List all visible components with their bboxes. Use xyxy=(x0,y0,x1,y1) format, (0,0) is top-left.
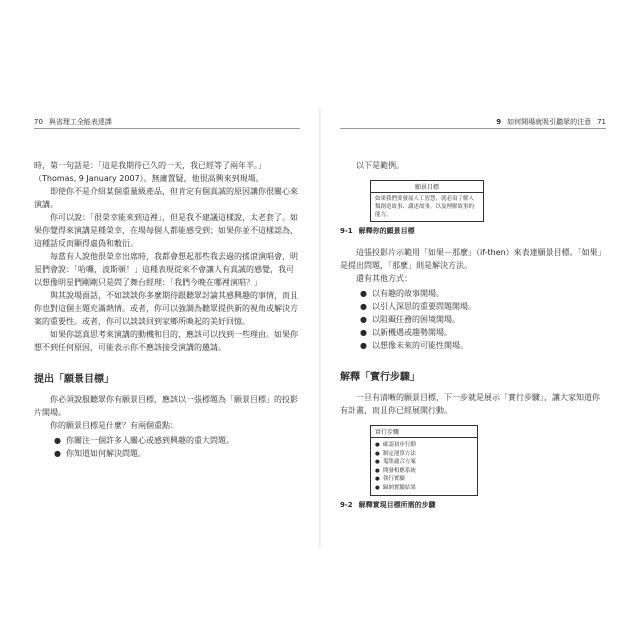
bullet-icon: ● xyxy=(360,328,367,337)
paragraph: 你可以說：「很榮幸能來到這裡」，但是我不建議這樣說，太老套了。如果你覺得來演講是種榮幸，在場每個人都能感受到；如果你並不這樣認為，這種話反而顯得虛偽和敷衍。 xyxy=(34,213,298,248)
figure-vision-slide xyxy=(370,180,484,222)
list-item xyxy=(375,475,473,484)
bullet-icon: ● xyxy=(360,289,367,298)
paragraph: 還有其他方式： xyxy=(356,274,412,283)
paragraph: 你的願景目標是什麼？有兩個重點： xyxy=(50,421,178,430)
caption-number: 9-1 xyxy=(340,227,353,235)
chapter-number: 9 xyxy=(496,118,502,126)
list-item-text: 制定運算方法 xyxy=(382,450,416,457)
bullet-icon: ● xyxy=(375,467,380,474)
bullet-icon: ● xyxy=(360,341,367,350)
list-item xyxy=(54,434,300,447)
right-running-head: 如何開場就吸引聽眾的注意 xyxy=(507,118,592,126)
list-item-text: 歸納實驗結果 xyxy=(382,484,416,491)
paragraph: 時，第一句話是：「這是我期待已久的一天，我已經等了兩年半。」（Thomas, 9 January 2007）。無庸置疑，他很高興來到現場。 xyxy=(34,161,266,183)
figure-caption xyxy=(340,500,606,510)
paragraph: 以下是範例。 xyxy=(356,161,404,170)
book-gutter xyxy=(319,108,321,548)
left-page-number: 70 xyxy=(34,118,43,126)
list-item-text: 以阻礙任務的困境開場。 xyxy=(372,315,460,324)
figure-body: 如果我們要發展人工智慧，就必須了解人類創造故事、講述故事，以及理解故事的能力。 xyxy=(375,196,475,218)
bullet-icon: ● xyxy=(375,476,380,482)
figure-caption xyxy=(340,226,606,236)
list-item xyxy=(360,300,606,313)
right-running-header xyxy=(340,116,606,129)
caption-text: 解釋實現目標所需的步驟 xyxy=(358,501,436,509)
left-page xyxy=(34,116,300,460)
paragraph: 你必須說服聽眾你有願景目標，應該以一張標題為「願景目標」的投影片開場。 xyxy=(34,395,298,417)
list-item-text: 以有趣的故事開場。 xyxy=(372,289,444,298)
figure-title: 願景目標 xyxy=(371,181,483,193)
list-item xyxy=(360,287,606,300)
list-item xyxy=(375,441,473,450)
paragraph: 這張投影片示範用「如果－那麼」（if-then）來表達願景目標。「如果」是提出問題，「那麼」則是解決方法。 xyxy=(340,248,606,270)
list-item-text: 以引人深思的重要問題開場。 xyxy=(372,302,476,311)
list-item-text: 以想像未來的可能性開場。 xyxy=(372,341,468,350)
list-item xyxy=(360,313,606,326)
bullet-icon: ● xyxy=(375,459,380,465)
paragraph: 一旦有清晰的願景目標，下一步就是展示「實行步驟」，讓大家知道你有計畫，而且你已經展開行動。 xyxy=(340,393,600,415)
bullet-icon: ● xyxy=(54,436,61,445)
bullet-list xyxy=(360,287,606,352)
list-item-text: 以新機遇或趨勢開場。 xyxy=(372,328,452,337)
list-item-text: 執行實驗 xyxy=(382,476,405,482)
right-page-number: 71 xyxy=(597,118,606,126)
figure-title: 實行步驟 xyxy=(371,426,477,438)
paragraph: 每當有人說他很榮幸出席時，我都會想起那些我去過的搖滾演唱會，明星們會說：「哈囉，波斯頓！」這種表現從來不會讓人有真誠的感覺，我可以想像明星們剛剛只是問了舞台經理：「我們今晚在哪裡演唱？」 xyxy=(34,252,298,287)
list-item-text: 你關注一個許多人關心或感到興趣的重大問題。 xyxy=(66,436,234,445)
list-item xyxy=(375,484,473,493)
caption-number: 9-2 xyxy=(340,501,353,509)
section-heading: 解釋「實行步驟」 xyxy=(340,372,420,383)
list-item xyxy=(360,339,606,352)
bullet-icon: ● xyxy=(360,302,367,311)
list-item-text: 你知道如何解決問題。 xyxy=(66,449,146,458)
bullet-list xyxy=(54,434,300,460)
left-running-head: 與省理工全能表達課 xyxy=(48,118,112,126)
list-item xyxy=(360,326,606,339)
figure-action-steps-slide xyxy=(370,425,478,496)
paragraph: 與其說場面話，不如談談你多麼期待跟聽眾討論其感興趣的事情，而且你也對這個主題充滿熱情。或者，你可以強調為聽眾提供新的視角或解決方案的重要性。或者，你可以談談回到家鄉所喚起的美好回憶。 xyxy=(34,291,298,326)
bullet-icon: ● xyxy=(360,315,367,324)
list-item-text: 開發相應系統 xyxy=(382,467,416,474)
bullet-icon: ● xyxy=(375,450,380,457)
list-item xyxy=(54,447,300,460)
figure-body xyxy=(371,438,477,495)
list-item xyxy=(375,467,473,476)
paragraph: 即使你不是介紹某個重量級產品，但肯定有個真誠的原因讓你很關心來演講。 xyxy=(34,187,298,209)
section-heading: 提出「願景目標」 xyxy=(34,374,114,385)
list-item xyxy=(375,450,473,459)
bullet-icon: ● xyxy=(54,449,61,458)
list-item-text: 蒐集適合方案 xyxy=(382,459,416,465)
paragraph: 如果你認真思考來演講的動機和目的，應該可以找到一些理由。如果你想不到任何原因，可能表示你不應該接受演講的邀請。 xyxy=(34,330,298,352)
left-running-header xyxy=(34,116,300,129)
bullet-icon: ● xyxy=(375,442,380,448)
right-page xyxy=(340,116,606,520)
caption-text: 解釋你的願景目標 xyxy=(358,227,415,235)
list-item xyxy=(375,458,473,467)
list-item-text: 確認初步行動 xyxy=(382,442,416,448)
bullet-icon: ● xyxy=(375,484,380,491)
